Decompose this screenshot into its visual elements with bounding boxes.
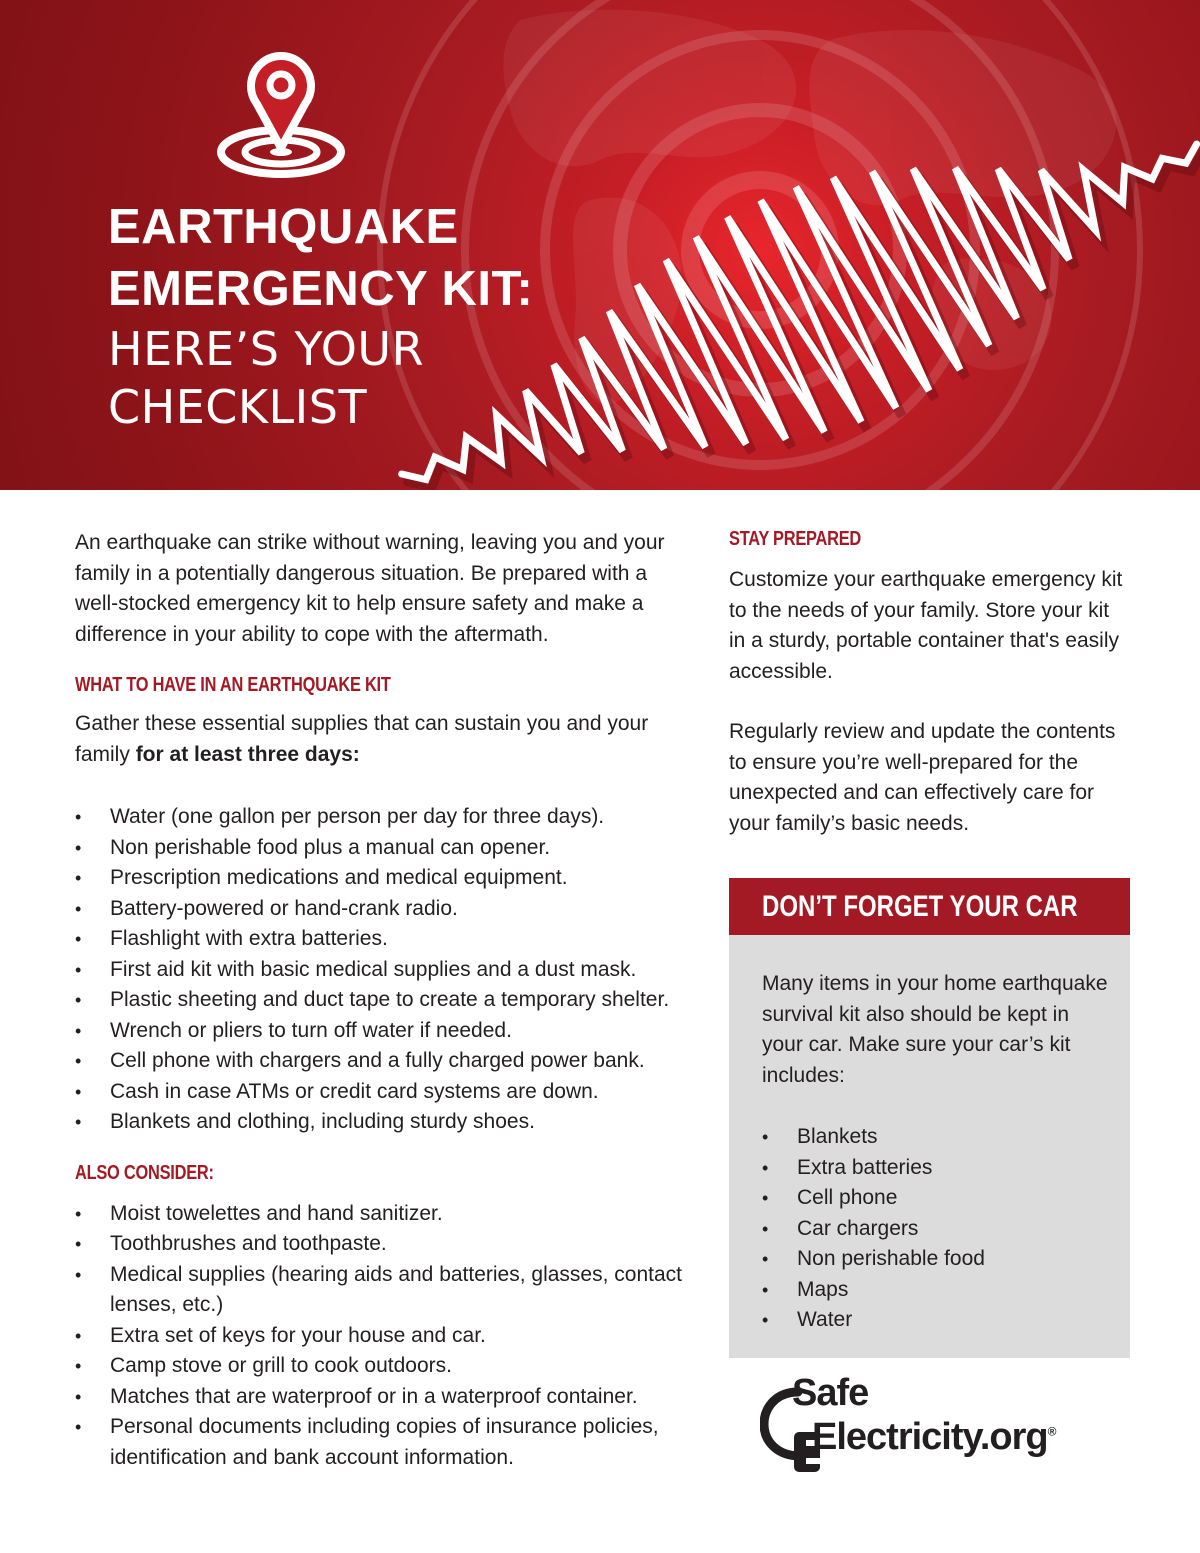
title-line-2: EMERGENCY KIT: <box>108 262 534 316</box>
consider-list-item: • Matches that are waterproof or in a waterproof container. <box>75 1382 685 1413</box>
car-list-item: • Car chargers <box>762 1214 1110 1245</box>
safe-electricity-logo <box>760 1372 1105 1484</box>
car-list-item: • Blankets <box>762 1122 1110 1153</box>
consider-list-item: • Personal documents including copies of insurance policies, identification and bank account information. <box>75 1412 685 1473</box>
location-pin-icon <box>215 52 347 182</box>
hero-banner <box>0 0 1200 490</box>
kit-list-item: • Non perishable food plus a manual can opener. <box>75 833 685 864</box>
consider-list-item: • Medical supplies (hearing aids and batteries, glasses, contact lenses, etc.) <box>75 1260 685 1321</box>
right-column <box>729 528 1130 839</box>
car-list-item: • Water <box>762 1305 1110 1336</box>
kit-heading: WHAT TO HAVE IN AN EARTHQUAKE KIT <box>75 674 391 696</box>
consider-list-item: • Extra set of keys for your house and car. <box>75 1321 685 1352</box>
kit-lead <box>75 709 685 770</box>
logo-registered-mark: ® <box>1047 1424 1057 1439</box>
car-list-item: • Cell phone <box>762 1183 1110 1214</box>
stay-heading: STAY PREPARED <box>729 528 861 550</box>
kit-list-item: • Plastic sheeting and duct tape to create a temporary shelter. <box>75 985 685 1016</box>
kit-list-item: • Flashlight with extra batteries. <box>75 924 685 955</box>
kit-list-item: • Blankets and clothing, including sturdy shoes. <box>75 1107 685 1138</box>
car-list-item: • Maps <box>762 1275 1110 1306</box>
consider-list-item: • Camp stove or grill to cook outdoors. <box>75 1351 685 1382</box>
kit-list-item: • Water (one gallon per person per day for three days). <box>75 802 685 833</box>
consider-heading: ALSO CONSIDER: <box>75 1161 214 1184</box>
kit-list <box>75 802 685 1138</box>
consider-list-item: • Moist towelettes and hand sanitizer. <box>75 1199 685 1230</box>
title-line-4: CHECKLIST <box>108 380 368 434</box>
car-list-item: • Extra batteries <box>762 1153 1110 1184</box>
kit-list-item: • Battery-powered or hand-crank radio. <box>75 894 685 925</box>
logo-line-1: Safe <box>792 1372 869 1414</box>
kit-list-item: • Cell phone with chargers and a fully charged power bank. <box>75 1046 685 1077</box>
left-column <box>75 528 685 1473</box>
stay-paragraph-2: Regularly review and update the contents to ensure you’re well-prepared for the unexpected and can effectively care for your family’s basic needs. <box>729 720 1116 835</box>
consider-list <box>75 1199 685 1474</box>
title-line-3: HERE’S YOUR <box>108 322 425 376</box>
car-list <box>762 1122 1110 1336</box>
kit-list-item: • Cash in case ATMs or credit card systems are down. <box>75 1077 685 1108</box>
kit-list-item: • First aid kit with basic medical supplies and a dust mask. <box>75 955 685 986</box>
kit-lead-bold: for at least three days: <box>135 742 360 766</box>
car-box-body <box>729 935 1130 1336</box>
page-title <box>108 196 533 436</box>
stay-paragraph-1: Customize your earthquake emergency kit to the needs of your family. Store your kit in a sturdy, portable container that's easily accessible. <box>729 568 1123 683</box>
car-kit-box <box>729 878 1130 1358</box>
kit-lead-text: Gather these essential supplies that can sustain you and your family <box>75 712 649 766</box>
intro-paragraph: An earthquake can strike without warning, leaving you and your family in a potentially dangerous situation. Be prepared with a well-stocked emergency kit to help ensure safety and make a difference in your ability to cope with the aftermath. <box>75 531 665 646</box>
car-paragraph: Many items in your home earthquake survival kit also should be kept in your car. Make sure your car’s kit includes: <box>762 972 1108 1087</box>
kit-list-item: • Prescription medications and medical equipment. <box>75 863 685 894</box>
car-box-header <box>729 878 1130 935</box>
car-heading: DON’T FORGET YOUR CAR <box>762 890 1078 923</box>
logo-line-2 <box>812 1416 1056 1459</box>
title-line-1: EARTHQUAKE <box>108 200 459 254</box>
car-list-item: • Non perishable food <box>762 1244 1110 1275</box>
logo-line-2-text: Electricity.org <box>812 1416 1048 1458</box>
kit-list-item: • Wrench or pliers to turn off water if needed. <box>75 1016 685 1047</box>
consider-list-item: • Toothbrushes and toothpaste. <box>75 1229 685 1260</box>
